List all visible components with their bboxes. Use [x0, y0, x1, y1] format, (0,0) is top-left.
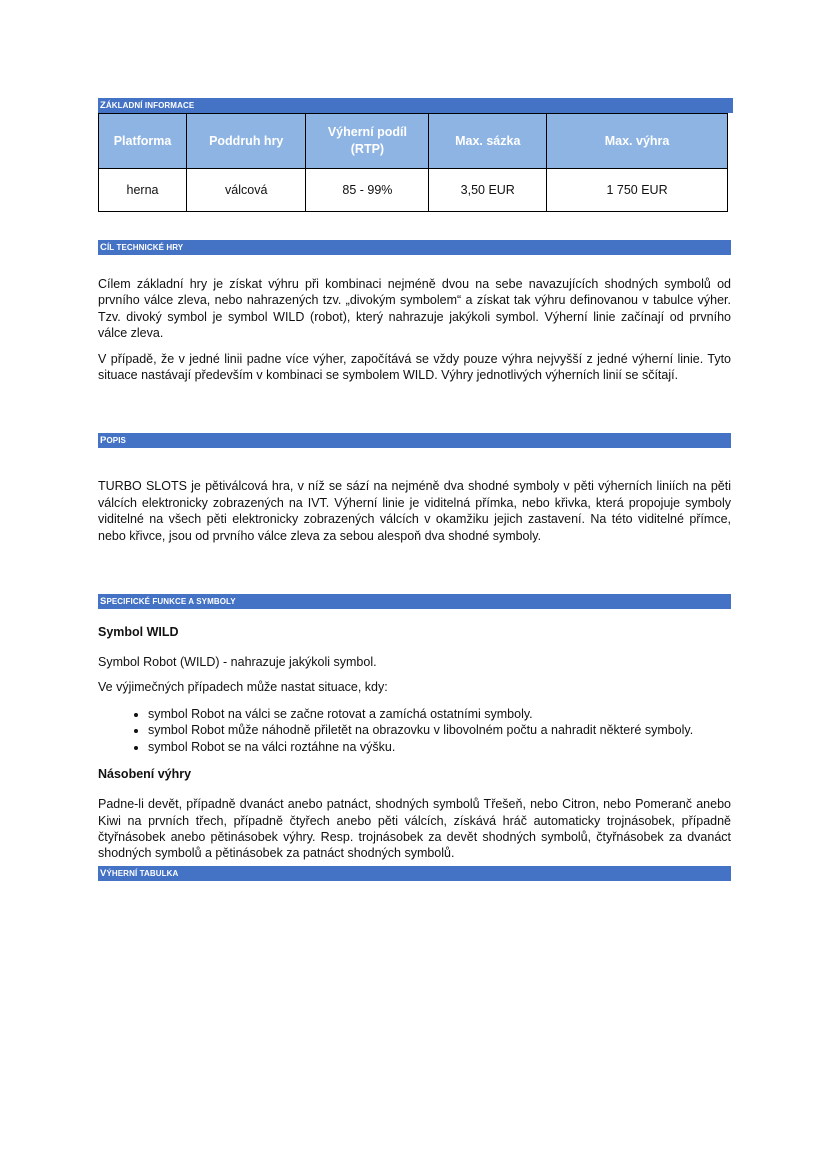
section-title-rest: PECIFICKÉ FUNKCE A SYMBOLY — [106, 597, 236, 607]
section-title-initial: P — [100, 435, 107, 447]
wild-paragraph-1: Symbol Robot (WILD) - nahrazuje jakýkoli symbol. — [98, 655, 377, 670]
section-title-rest: ÁKLADNÍ INFORMACE — [105, 101, 195, 110]
multiplier-heading: Násobení výhry — [98, 767, 192, 782]
goal-paragraph-2: V případě, že v jedné linii padne více výher, započítává se vždy pouze výhra nejvyšší z jedné výherní linie. Tyto situace nastávají především v kombinaci se symbolem WILD. Výhry jednotlivých výherních linií se sčítají. — [98, 351, 731, 383]
table-cell: herna — [99, 169, 187, 212]
wild-bullet-list — [98, 706, 731, 755]
section-header-goal — [98, 240, 731, 255]
list-item: • symbol Robot může náhodně přiletět na obrazovku v libovolném počtu a nahradit některé symboly. — [148, 722, 731, 738]
table-header-cell: Platforma — [99, 114, 187, 169]
table-header-cell: Max. výhra — [547, 114, 728, 169]
table-cell: 85 - 99% — [306, 169, 429, 212]
section-header-description — [98, 433, 731, 448]
list-item: • symbol Robot se na válci roztáhne na výšku. — [148, 739, 731, 755]
table-row — [99, 169, 728, 212]
section-header-basic-info — [98, 98, 733, 113]
table-header-row — [99, 114, 728, 169]
document-page — [98, 98, 731, 881]
table-header-cell: Výherní podíl (RTP) — [306, 114, 429, 169]
goal-paragraph-1: Cílem základní hry je získat výhru při kombinaci nejméně dvou na sebe navazujících shodných symbolů od prvního válce zleva, nebo nahrazených tzv. „divokým symbolem“ a získat tak výhru definovanou v tabulce výher. Tzv. divoký symbol je symbol WILD (robot), který nahrazuje jakýkoli symbol. Výherní linie začínají od prvního válce zleva. — [98, 277, 731, 341]
section-title-initial: V — [100, 867, 107, 879]
basic-info-table — [98, 113, 728, 212]
table-cell: válcová — [187, 169, 306, 212]
section-header-paytable — [98, 866, 731, 881]
table-cell: 3,50 EUR — [429, 169, 547, 212]
table-header-cell: Max. sázka — [429, 114, 547, 169]
section-title-rest: OPIS — [106, 436, 126, 446]
wild-paragraph-2: Ve výjimečných případech může nastat situace, kdy: — [98, 680, 388, 695]
table-header-cell: Poddruh hry — [187, 114, 306, 169]
list-item: • symbol Robot na válci se začne rotovat a zamíchá ostatními symboly. — [148, 706, 731, 722]
section-title-rest: ÍL TECHNICKÉ HRY — [106, 243, 184, 252]
section-header-features — [98, 594, 731, 609]
section-title-initial: S — [100, 596, 107, 608]
section-title-initial: Z — [100, 100, 106, 111]
section-title-rest: ÝHERNÍ TABULKA — [106, 868, 179, 878]
section-title-initial: C — [100, 242, 107, 253]
description-paragraph: TURBO SLOTS je pětiválcová hra, v níž se sází na nejméně dva shodné symboly v pěti výherních liniích na pěti válcích elektronicky zobrazených na IVT. Výherní linie je viditelná přímka, nebo křivka, která propojuje symboly viditelné na všech pěti elektronicky zobrazených válcích v okamžiku jejich zastavení. Na této viditelné přímce, nebo křivce, jsou od prvního válce zleva za sebou alespoň dva shodné symboly. — [98, 479, 731, 543]
multiplier-paragraph: Padne-li devět, případně dvanáct anebo patnáct, shodných symbolů Třešeň, nebo Citron, nebo Pomeranč anebo Kiwi na prvních třech, případně čtyřech anebo pěti válcích, získává hráč automaticky trojnásobek, případně čtyřnásobek anebo pětinásobek výhry. Resp. trojnásobek za devět shodných symbolů, čtyřnásobek za dvanáct shodných symbolů a pětinásobek za patnáct shodných symbolů. — [98, 797, 731, 861]
wild-heading: Symbol WILD — [98, 625, 179, 640]
table-cell: 1 750 EUR — [547, 169, 728, 212]
